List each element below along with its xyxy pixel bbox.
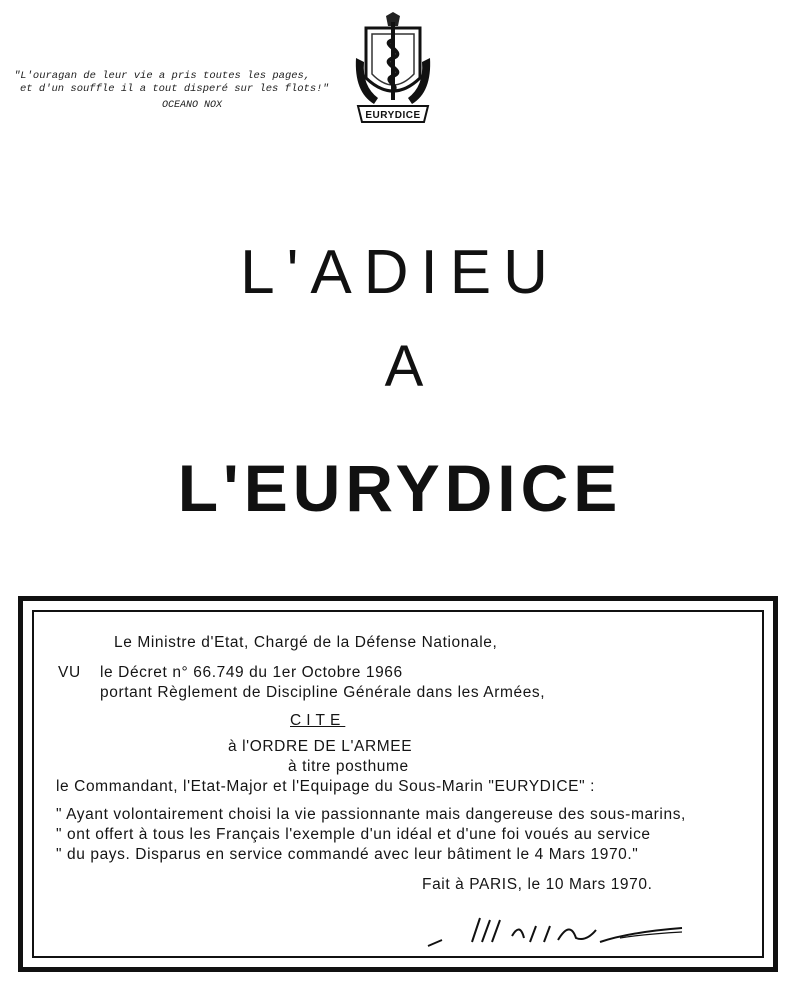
handwritten-signature-icon — [420, 912, 685, 952]
citation-quote-line-1: " Ayant volontairement choisi la vie passionnante mais dangereuse des sous-marins, — [56, 806, 686, 823]
emblem-banner-text: EURYDICE — [365, 110, 421, 121]
citation-vu: VU — [58, 664, 81, 681]
citation-order: à l'ORDRE DE L'ARMEE — [228, 738, 413, 755]
citation-quote-line-3: " du pays. Disparus en service commandé avec leur bâtiment le 4 Mars 1970." — [56, 846, 639, 863]
epigraph-source: OCEANO NOX — [162, 100, 223, 111]
submarine-insignia-emblem — [352, 12, 434, 124]
signature — [420, 912, 685, 952]
epigraph-line-2: et d'un souffle il a tout disperé sur les flots!" — [20, 83, 329, 95]
title-line-3: L'EURYDICE — [177, 451, 623, 525]
citation-signed-place-date: Fait à PARIS, le 10 Mars 1970. — [422, 876, 653, 893]
citation-decree-2: portant Règlement de Discipline Générale dans les Armées, — [100, 684, 546, 701]
title-line-1: L'ADIEU — [240, 238, 560, 307]
citation-quote-line-2: " ont offert à tous les Français l'exemple d'un idéal et d'une foi voués au service — [56, 826, 651, 843]
citation-posthumous: à titre posthume — [288, 758, 409, 775]
epigraph-line-1: "L'ouragan de leur vie a pris toutes les pages, — [14, 70, 311, 82]
citation-recipients: le Commandant, l'Etat-Major et l'Equipage du Sous-Marin "EURYDICE" : — [56, 778, 596, 795]
epigraph — [14, 70, 334, 112]
citation-minister: Le Ministre d'Etat, Chargé de la Défense Nationale, — [114, 634, 498, 651]
title-line-2: A — [384, 334, 424, 399]
insignia-icon — [352, 12, 434, 124]
citation-cite: CITE — [290, 712, 346, 729]
citation-decree: le Décret n° 66.749 du 1er Octobre 1966 — [100, 664, 403, 681]
